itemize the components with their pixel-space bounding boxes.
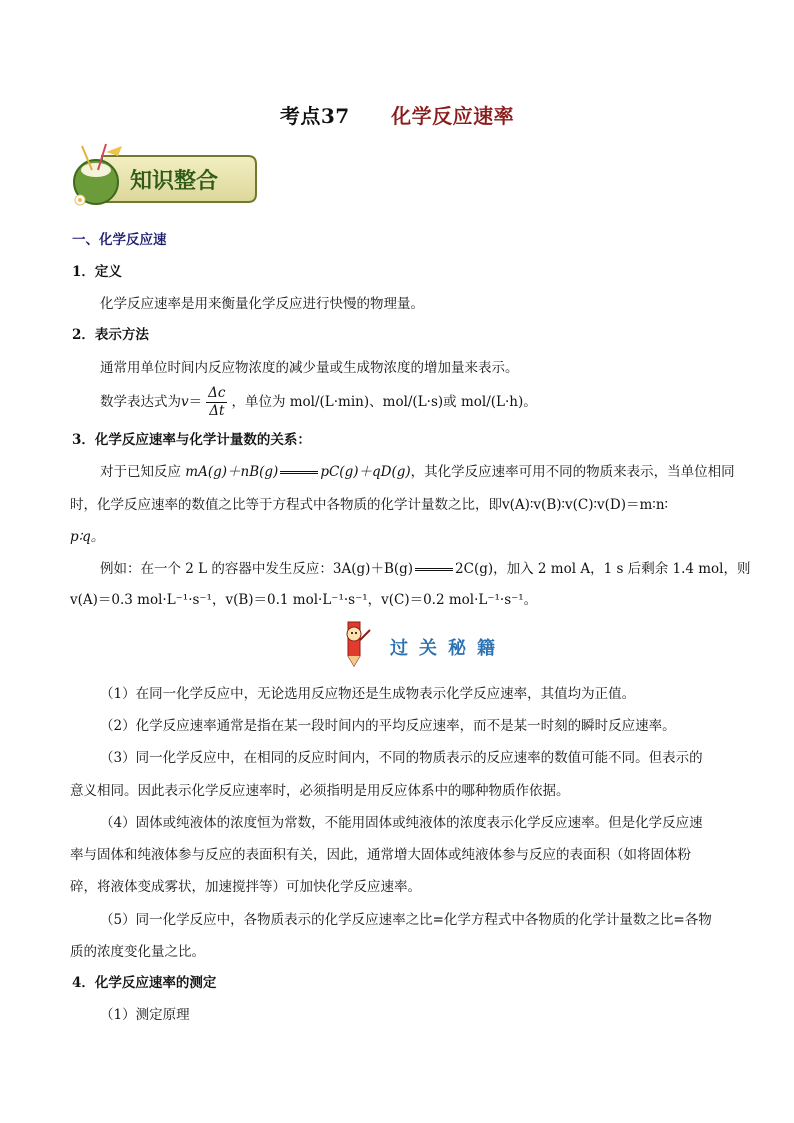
secret-item-3: （3）同一化学反应中，在相同的反应时间内，不同的物质表示的反应速率的数值可能不同。但表示的 (100, 750, 703, 766)
representation-heading: 2．表示方法 (72, 327, 149, 343)
secret-item-5: （5）同一化学反应中，各物质表示的化学反应速率之比=化学方程式中各物质的化学计量数之比=各物 (100, 912, 712, 928)
relation-line-3: p∶q。 (70, 529, 105, 545)
relation-intro: 对于已知反应 (100, 464, 186, 480)
relation-heading: 3．化学反应速率与化学计量数的关系： (72, 432, 311, 448)
title-topic: 化学反应速率 (391, 104, 515, 128)
secret-item-3-cont: 意义相同。因此表示化学反应速率时，必须指明是用反应体系中的哪种物质作依据。 (70, 783, 570, 799)
example-arrow (415, 568, 453, 571)
section-heading: 一、化学反应速 (72, 232, 167, 248)
secret-item-4: （4）固体或纯液体的浓度恒为常数，不能用固体或纯液体的浓度表示化学反应速率。但是化学反应速 (100, 815, 703, 831)
relation-line-2: 时，化学反应速率的数值之比等于方程式中各物质的化学计量数之比，即v(A)∶v(B)∶v(C)∶v(D)＝m∶n∶ (70, 497, 669, 513)
banner-label: 知识整合 (130, 168, 219, 194)
reaction-arrow (280, 471, 318, 474)
secret-item-4-cont-1: 率与固体和纯液体参与反应的表面积有关，因此，通常增大固体或纯液体参与反应的表面积（如将固体粉 (70, 847, 691, 863)
formula-numerator: Δc (208, 385, 226, 401)
reaction-products: pC(g)＋qD(g) (320, 464, 411, 480)
relation-line-1 (100, 462, 735, 482)
example-line-1 (100, 559, 751, 579)
formula-lhs: v (181, 394, 189, 410)
secrets-title: 过关秘籍 (390, 638, 506, 659)
knowledge-banner (62, 142, 258, 212)
representation-text: 通常用单位时间内反应物浓度的减少量或生成物浓度的增加量来表示。 (100, 360, 519, 376)
secret-item-5-cont: 质的浓度变化量之比。 (70, 944, 205, 960)
definition-text: 化学反应速率是用来衡量化学反应进行快慢的物理量。 (100, 296, 424, 312)
secret-item-1: （1）在同一化学反应中，无论选用反应物还是生成物表示化学反应速率，其值均为正值。 (100, 686, 636, 702)
reaction-reactants: mA(g)＋nB(g) (185, 464, 279, 480)
measurement-heading: 4．化学反应速率的测定 (72, 975, 217, 991)
measurement-subheading: （1）测定原理 (100, 1007, 190, 1023)
secret-item-2: （2）化学反应速率通常是指在某一段时间内的平均反应速率，而不是某一时刻的瞬时反应速率。 (100, 718, 676, 734)
relation-intro-rest: ，其化学反应速率可用不同的物质来表示，当单位相同 (410, 464, 735, 480)
definition-heading: 1．定义 (72, 264, 122, 280)
title-number: 考点37 (279, 104, 350, 128)
secret-item-4-cont-2: 碎，将液体变成雾状，加速搅拌等）可加快化学反应速率。 (70, 879, 421, 895)
example-reactants: 例如：在一个 2 L 的容器中发生反应：3A(g)＋B(g) (100, 561, 414, 577)
formula-eq: ＝ (188, 394, 203, 410)
example-rest: 2C(g)，加入 2 mol A，1 s 后剩余 1.4 mol，则 (455, 561, 751, 577)
formula-suffix: ，单位为 mol/(L·min)、mol/(L·s)或 mol/(L·h)。 (231, 394, 537, 410)
page-title (0, 100, 794, 129)
formula-prefix: 数学表达式为 (100, 394, 181, 410)
example-line-2: v(A)＝0.3 mol·L⁻¹·s⁻¹，v(B)＝0.1 mol·L⁻¹·s⁻¹，v(C)＝0.2 mol·L⁻¹·s⁻¹。 (70, 592, 538, 608)
formula-line (100, 384, 537, 420)
pencil-mascot-icon (347, 622, 370, 666)
formula-denominator: Δt (209, 403, 225, 419)
formula-fraction (206, 385, 227, 420)
